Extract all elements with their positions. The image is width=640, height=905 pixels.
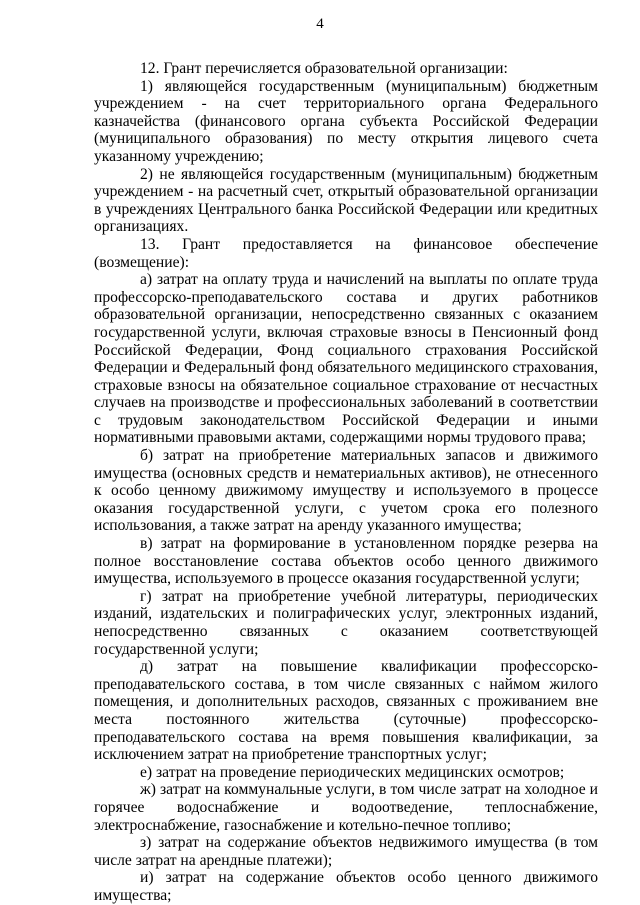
paragraph-13-item-e: е) затрат на проведение периодических медицинских осмотров; [140, 763, 565, 781]
paragraph-13-item-z: з) затрат на содержание объектов недвижимого имущества (в том числе затрат на арендные платежи); [94, 834, 598, 869]
paragraph-12-item-1: 1) являющейся государственным (муниципальным) бюджетным учреждением - на счет территориального органа Федерального казначейства (финансового органа субъекта Российской Федерации (муниципального образования) по месту открытия лицевого счета указанному учреждению; [94, 77, 598, 165]
page-number: 4 [316, 16, 324, 32]
paragraph-13-item-g: г) затрат на приобретение учебной литературы, периодических изданий, издательских и полиграфических услуг, электронных изданий, непосредственно связанных с оказанием соответствующей государственной услуги; [94, 587, 598, 658]
document-body [94, 60, 598, 905]
paragraph-13-item-v: в) затрат на формирование в установленном порядке резерва на полное восстановление состава объектов особо ценного движимого имущества, используемого в процессе оказания государственной услуги; [94, 535, 598, 588]
paragraph-13-intro: 13. Грант предоставляется на финансовое обеспечение (возмещение): [94, 235, 598, 271]
paragraph-12-intro: 12. Грант перечисляется образовательной организации: [140, 60, 508, 77]
paragraph-13-item-i: и) затрат на содержание объектов особо ценного движимого имущества; [94, 869, 598, 904]
paragraph-13-item-d: д) затрат на повышение квалификации профессорско-преподавательского состава, в том числе связанных с наймом жилого помещения, и дополнительных расходов, связанных с проживанием вне места постоянного жительства (суточные) профессорско-преподавательского состава на время повышения квалификации, за исключением затрат на приобретение транспортных услуг; [94, 658, 598, 764]
paragraph-13-item-a: а) затрат на оплату труда и начислений на выплаты по оплате труда профессорско-преподавательского состава и других работников образовательной организации, непосредственно связанных с оказанием государственной услуги, включая страховые взносы в Пенсионный фонд Российской Федерации, Фонд социального страхования Российской Федерации и Федеральный фонд обязательного медицинского страхования, страховые взносы на обязательное социальное страхование от несчастных случаев на производстве и профессиональных заболеваний в соответствии с трудовым законодательством Российской Федерации и иными нормативными правовыми актами, содержащими нормы трудового права; [94, 271, 598, 447]
paragraph-13-item-zh: ж) затрат на коммунальные услуги, в том числе затрат на холодное и горячее водоснабжение и водоотведение, теплоснабжение, электроснабжение, газоснабжение и котельно-печное топливо; [94, 781, 598, 834]
paragraph-12-item-2: 2) не являющейся государственным (муниципальным) бюджетным учреждением - на расчетный счет, открытый образовательной организации в учреждениях Центрального банка Российской Федерации или кредитных организациях. [94, 165, 598, 236]
paragraph-13-item-b: б) затрат на приобретение материальных запасов и движимого имущества (основных средств и нематериальных активов), не отнесенного к особо ценному движимому имуществу и используемого в процессе оказания государственной услуги, с учетом срока его полезного использования, а также затрат на аренду указанного имущества; [94, 447, 598, 535]
